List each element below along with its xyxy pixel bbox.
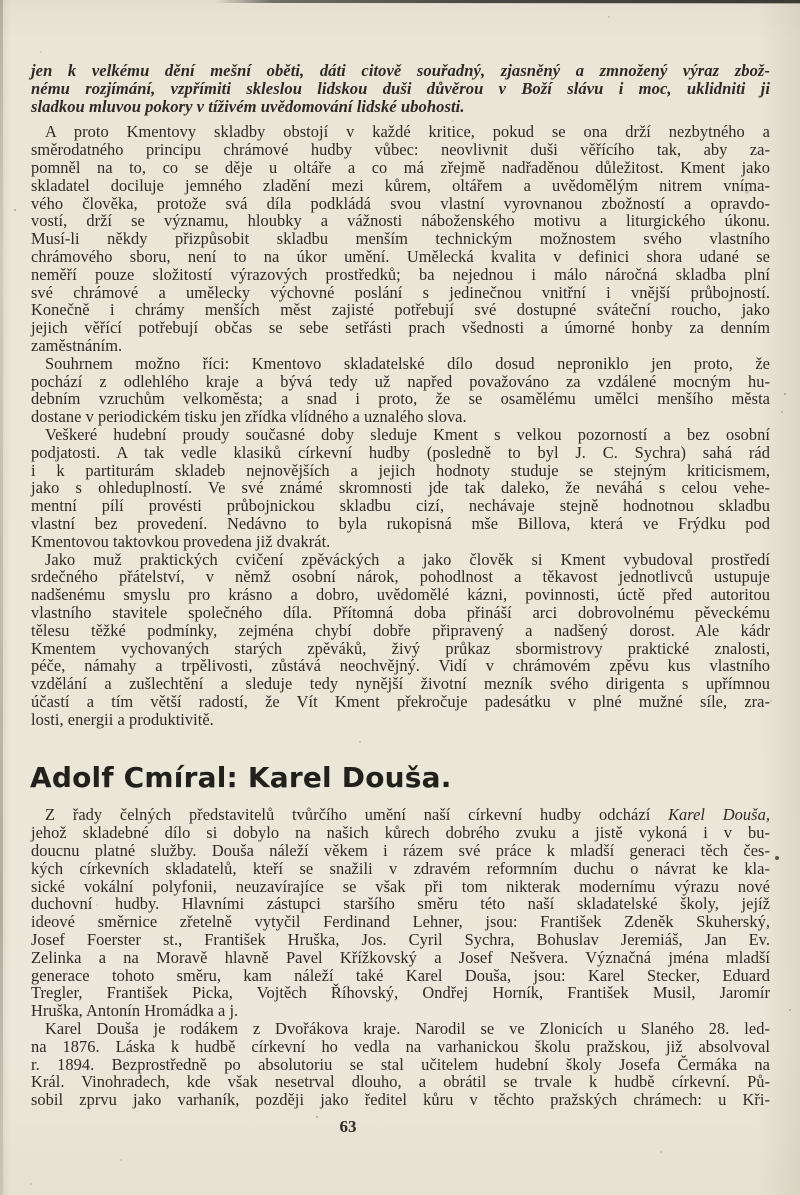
- text-line: péče, námahy a trpělivosti, zůstává neochvějný. Vidí v chrámovém zpěvu kus vlastního: [31, 656, 770, 676]
- text-line: losti, energii a produktivitě.: [31, 709, 214, 729]
- text-line: sické vokální polyfonii, neuzavírajíce se však při tom nikterak modernímu výrazu nové: [31, 876, 770, 896]
- text-line: podjatosti. A tak vedle klasiků církevní hudby (posledně to byl J. C. Sychra) sahá rád: [31, 442, 770, 462]
- text-line: pomněl na to, co se děje u oltáře a co má zřejmě nadřaděnou důležitost. Kment jako: [31, 157, 770, 177]
- text-line: duchovní hudby. Hlavními zástupci staršího směru této naší skladatelské školy, jejíž: [31, 894, 770, 914]
- text-line: ideové směrnice zřetelně vytyčil Ferdinand Lehner, jsou: František Zdeněk Skuherský,: [31, 912, 770, 932]
- text-line: vlastní bez provedení. Nedávno to byla rukopisná mše Billova, která ve Frýdku pod: [31, 513, 770, 533]
- text-segment: Z řady čelných představitelů tvůrčího umění naší církevní hudby odchází: [45, 805, 669, 825]
- text-line: vzdělání a zušlechtění a sleduje tedy nynější životní mezník svého dirigenta s upřímnou: [31, 674, 770, 694]
- dousa-article-body: [31, 806, 770, 1109]
- text-line: nadšenému smyslu pro krásno a dobro, uvědomělé kázni, povinnosti, úctě před autoritou: [31, 585, 770, 605]
- text-line: na 1876. Láska k hudbě církevní ho vedla na varhanickou školu pražskou, již absolvoval: [31, 1036, 770, 1056]
- text-line: mentní pílí provésti průbojnickou skladbu cizí, nechávaje stejně hodnotnou skladbu: [31, 496, 770, 516]
- paragraph: [31, 426, 770, 551]
- text-block: [31, 62, 770, 1137]
- text-line: Souhrnem možno říci: Kmentovo skladatelské dílo dosud neproniklo jen proto, že: [45, 353, 770, 373]
- italicized-name-segment: Karel Douša,: [668, 805, 770, 825]
- text-line: účastí a tím větší radostí, že Vít Kment překročuje padesátku v plné mužné síle, zra-: [31, 691, 770, 711]
- paragraph: [31, 123, 770, 354]
- text-line: doucnu platné služby. Douša náleží věkem i rázem své práce k mladší generaci těch čes-: [31, 841, 770, 861]
- text-line: směrodatného principu chrámové hudby vůbec: neovlivnit duši věřícího tak, aby za-: [31, 140, 770, 160]
- paragraph: [31, 806, 770, 1020]
- text-line: Musí-li někdy přizpůsobit skladbu menším technickým možnostem svého vlastního: [31, 229, 770, 249]
- text-line: jako s ohleduplností. Ve své známé skromnosti jde tak daleko, že neváhá s celou vehe-: [31, 478, 770, 498]
- text-line: neměří pouze složitostí výrazových prostředků; ba nejednou i málo náročná skladba plní: [31, 264, 770, 284]
- text-line: své chrámové a umělecky výchovné poslání s jedinečnou vnitřní i vnější průbojností.: [31, 282, 770, 302]
- scan-top-edge-artifact: [330, 3, 800, 4]
- text-line: nému rozjímání, vzpřímiti skleslou lidskou duši důvěrou v Boží slávu i moc, uklidniti ji: [31, 78, 770, 98]
- text-line: Kmentem vychovaných starých zpěváků, živý průkaz sbormistrovy praktické znalosti,: [31, 638, 770, 658]
- text-line: tělesu těžké podmínky, zejména chybí dobře připravený a nadšený dorost. Ale kádr: [31, 620, 770, 640]
- kment-article-ending: [31, 62, 770, 728]
- section-heading: Adolf Cmíral: Karel Douša.: [30, 761, 452, 795]
- text-line: Jako muž praktických cvičení zpěváckých a jako člověk si Kment vybudoval prostředí: [45, 549, 770, 569]
- text-line: Hruška, Antonín Hromádka a j.: [31, 1001, 239, 1021]
- text-line: debním vzruchům velkoměsta; a snad i proto, že se osamělému umělci menšího města: [31, 389, 770, 409]
- text-line: Veškeré hudební proudy současné doby sleduje Kment s velkou pozorností a bez osobní: [45, 424, 770, 444]
- text-line: vlastního stavitele společného díla. Přítomná doba přináší arci dobrovolnému pěveckému: [31, 602, 770, 622]
- scan-noise-specks: [0, 0, 2, 2]
- scan-left-edge-artifact: [0, 0, 3, 1195]
- text-line: jejich věřící potřebují občas se sebe setřásti prach všednosti a úmorné honby za denním: [31, 318, 770, 338]
- text-line: srdečného přátelství, v němž osobní nárok, pohodlnost a těkavost jednotlivců ustupuje: [31, 567, 770, 587]
- text-line: Konečně i chrámy menších měst zajisté potřebují své dostupné sváteční roucho, jako: [31, 300, 770, 320]
- text-line: skladatel dociluje jemného zladění mezi kůrem, oltářem a uvědomělým nitrem vníma-: [31, 175, 770, 195]
- text-line: Tregler, František Picka, Vojtěch Říhovský, Ondřej Horník, František Musil, Jaromír: [31, 983, 770, 1003]
- text-line: jen k velkému dění mešní oběti, dáti citově souřadný, zjasněný a zmnožený výraz zbož-: [31, 61, 770, 80]
- text-line: kých církevních skladatelů, kteří se snažili v zdravém reformním duchu o návrat ke kla-: [31, 858, 770, 878]
- text-line: sobil zprvu jako varhaník, později jako ředitel kůru v těchto pražských chrámech: u Kři-: [31, 1090, 770, 1110]
- text-line: Karel Douša je rodákem z Dvořákova kraje. Narodil se ve Zlonicích u Slaného 28. led-: [45, 1019, 770, 1039]
- text-line: vostí, drží se významu, hloubky a vážnosti náboženského motivu a liturgického úkonu.: [31, 211, 770, 231]
- text-line: vého člověka, protože svá díla podkládá svou vlastní vyrovnanou zbožností a opravdo-: [31, 193, 770, 213]
- text-line: A proto Kmentovy skladby obstojí v každé kritice, pokud se ona drží nezbytného a: [45, 122, 770, 142]
- text-line: sladkou mluvou pokory v tíživém uvědomování lidské ubohosti.: [31, 96, 465, 116]
- page-number: 63: [339, 1117, 357, 1137]
- text-line: chrámového sboru, není to na úkor umění. Umělecká kvalita v definici shora udané se: [31, 246, 770, 266]
- text-line: dostane v periodickém tisku jen zřídka vlídného a uznalého slova.: [31, 407, 467, 427]
- text-line: pochází z odlehlého kraje a bývá tedy už napřed považováno za vzdálené mocným hu-: [31, 371, 770, 391]
- text-line: Zelinka a na Moravě hlavně Pavel Křížkovský a Josef Nešvera. Význačná jména mladší: [31, 947, 770, 967]
- paragraph: [31, 551, 770, 729]
- text-line: zaměstnáním.: [31, 335, 123, 355]
- text-line: Král. Vinohradech, kde však nesetrval dlouho, a obrátil se trvale k hudbě církevní. Pů-: [31, 1072, 770, 1092]
- paragraph: [31, 355, 770, 426]
- text-line: r. 1894. Bezprostředně po absolutoriu se stal učitelem hudební školy Josefa Čermáka na: [31, 1054, 770, 1074]
- paragraph: [31, 1020, 770, 1109]
- text-line: generace tohoto směru, kam náleží také Karel Douša, jsou: Karel Stecker, Eduard: [31, 965, 770, 985]
- text-line: jehož skladebné dílo si dobylo na našich kůrech dobrého zvuku a jistě vykoná i v bu-: [31, 823, 770, 843]
- text-line: [31, 806, 770, 824]
- text-line: Josef Foerster st., František Hruška, Jos. Cyril Sychra, Bohuslav Jeremiáš, Jan Ev.: [31, 930, 770, 950]
- italic-continuation-paragraph: [31, 62, 770, 115]
- text-line: i k partiturám skladeb nejnovějších a jejich hodnoty studuje se stejným kriticismem,: [31, 460, 770, 480]
- text-line: Kmentovou taktovkou provedena již dvakrát.: [31, 531, 331, 551]
